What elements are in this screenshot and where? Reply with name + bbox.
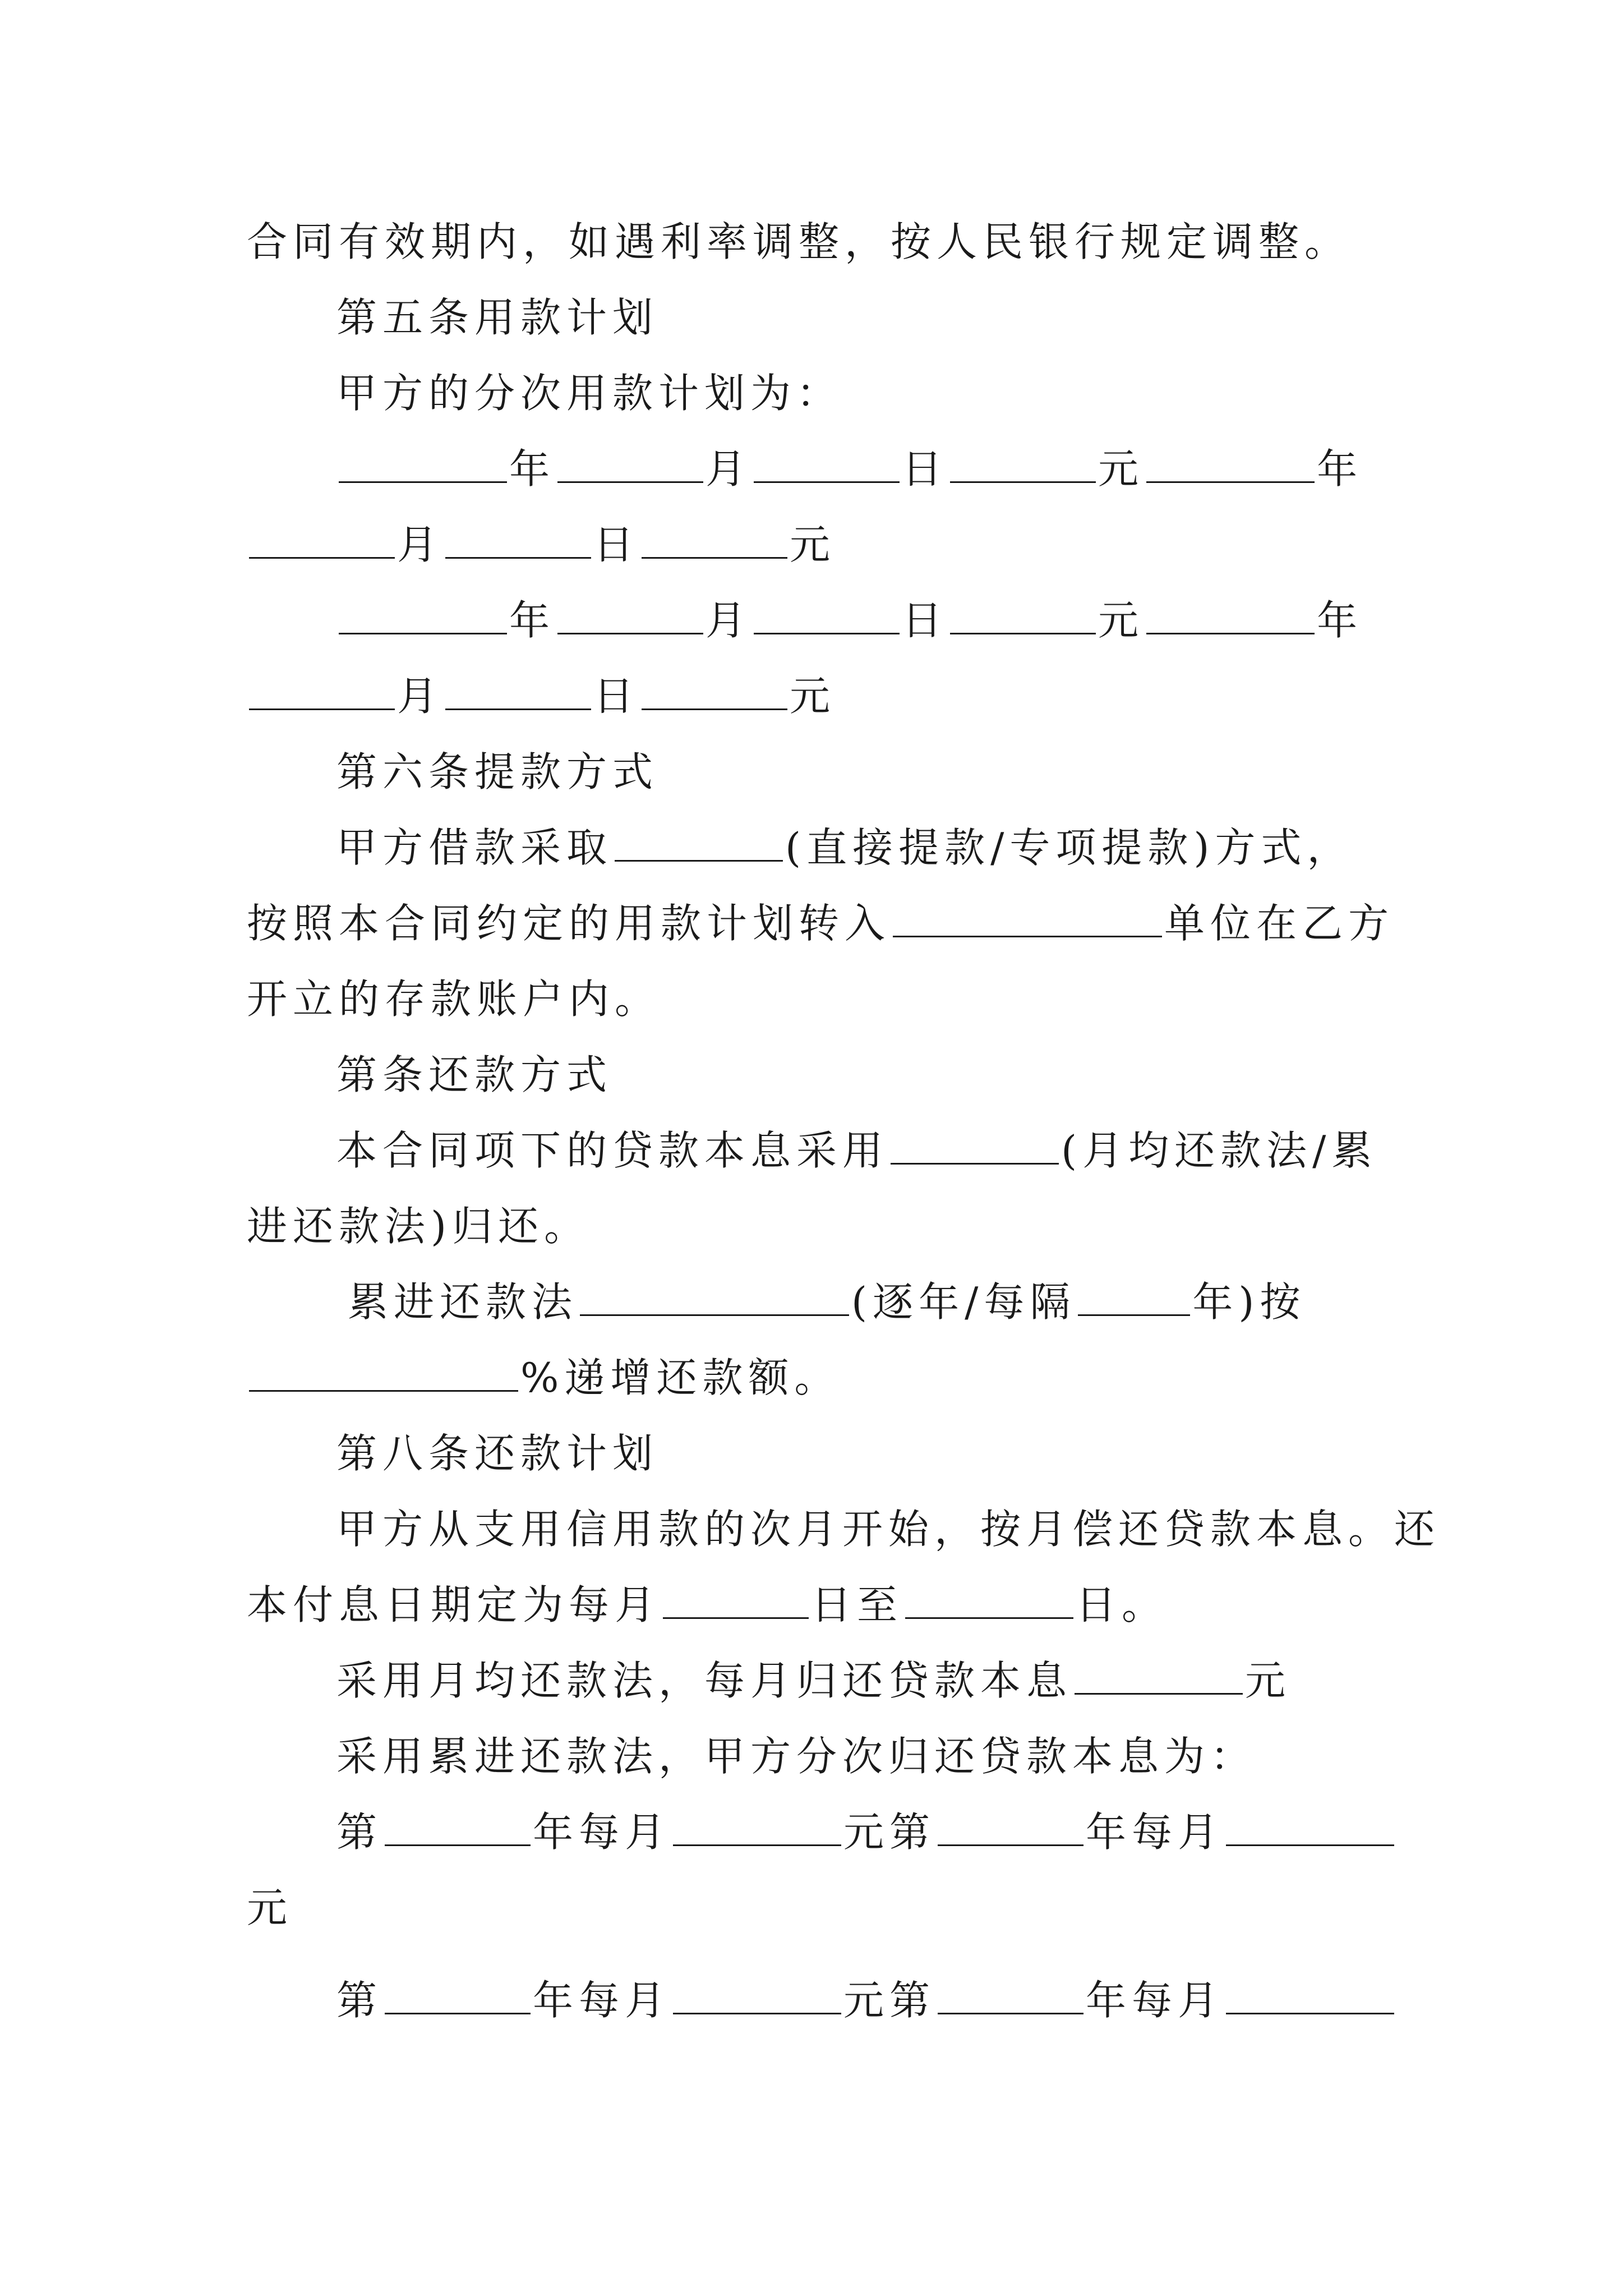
- blank-field[interactable]: [891, 1130, 1059, 1165]
- heading-article-5: 第五条用款计划: [336, 294, 659, 341]
- blank-field[interactable]: [950, 449, 1096, 483]
- paragraph-monthly-repayment: 甲方从支用信用款的次月开始，按月偿还贷款本息。还: [336, 1506, 1441, 1553]
- paragraph-progressive-method: 累进还款法 (逐年/每隔 年)按: [348, 1278, 1306, 1326]
- usage-plan-row-1b: 月 日 元: [247, 524, 836, 565]
- blank-field[interactable]: [905, 1585, 1073, 1619]
- heading-repayment-method: 第条还款方式: [336, 1051, 613, 1098]
- paragraph-interest-adjustment: 合同有效期内，如遇利率调整，按人民银行规定调整。: [247, 218, 1351, 265]
- blank-field[interactable]: [642, 676, 787, 710]
- blank-field[interactable]: [615, 827, 783, 862]
- heading-article-6: 第六条提款方式: [336, 748, 659, 795]
- progressive-schedule-row-1-end: 元: [247, 1884, 293, 1931]
- blank-field[interactable]: [580, 1282, 849, 1316]
- blank-field[interactable]: [385, 1812, 531, 1846]
- blank-field[interactable]: [893, 903, 1162, 937]
- blank-field[interactable]: [673, 1980, 841, 2014]
- paragraph-repayment-method-end: 进还款法)归还。: [247, 1203, 591, 1250]
- blank-field[interactable]: [1146, 600, 1315, 634]
- blank-field[interactable]: [249, 524, 395, 559]
- usage-plan-row-2a: 年 月 日 元 年: [336, 600, 1363, 641]
- blank-field[interactable]: [938, 1812, 1083, 1846]
- blank-field[interactable]: [642, 524, 787, 559]
- blank-field[interactable]: [950, 600, 1096, 634]
- blank-field[interactable]: [557, 449, 703, 483]
- blank-field[interactable]: [339, 449, 507, 483]
- blank-field[interactable]: [1078, 1282, 1190, 1316]
- blank-field[interactable]: [249, 1358, 518, 1392]
- blank-field[interactable]: [1226, 1812, 1394, 1846]
- blank-field[interactable]: [938, 1980, 1083, 2014]
- blank-field[interactable]: [1075, 1660, 1243, 1695]
- blank-field[interactable]: [663, 1585, 809, 1619]
- usage-plan-row-1a: 年 月 日 元 年: [336, 449, 1363, 489]
- blank-field[interactable]: [754, 600, 900, 634]
- paragraph-withdrawal-method: 甲方借款采取 (直接提款/专项提款)方式，: [336, 824, 1353, 871]
- blank-field[interactable]: [339, 600, 507, 634]
- paragraph-repayment-method: 本合同项下的贷款本息采用 (月均还款法/累: [336, 1127, 1378, 1174]
- blank-field[interactable]: [557, 600, 703, 634]
- blank-field[interactable]: [445, 524, 591, 559]
- blank-field[interactable]: [445, 676, 591, 710]
- paragraph-average-method-amount: 采用月均还款法，每月归还贷款本息 元: [336, 1657, 1292, 1704]
- blank-field[interactable]: [1226, 1980, 1394, 2014]
- paragraph-repayment-date: 本付息日期定为每月 日至 日。: [247, 1581, 1168, 1628]
- heading-article-8: 第八条还款计划: [336, 1430, 659, 1477]
- blank-field[interactable]: [673, 1812, 841, 1846]
- paragraph-progressive-schedule-intro: 采用累进还款法，甲方分次归还贷款本息为：: [336, 1733, 1257, 1780]
- blank-field[interactable]: [385, 1980, 531, 2014]
- progressive-schedule-row-2: 第 年每月 元第 年每月: [336, 1980, 1396, 2021]
- usage-plan-row-2b: 月 日 元: [247, 676, 836, 716]
- blank-field[interactable]: [249, 676, 395, 710]
- paragraph-increment-rate: %递增还款额。: [247, 1358, 840, 1398]
- blank-field[interactable]: [1146, 449, 1315, 483]
- progressive-schedule-row-1: 第 年每月 元第 年每月: [336, 1812, 1396, 1852]
- paragraph-usage-plan-intro: 甲方的分次用款计划为：: [336, 370, 843, 417]
- blank-field[interactable]: [754, 449, 900, 483]
- paragraph-transfer-into: 按照本合同约定的用款计划转入 单位在乙方: [247, 900, 1395, 947]
- paragraph-deposit-account: 开立的存款账户内。: [247, 976, 661, 1023]
